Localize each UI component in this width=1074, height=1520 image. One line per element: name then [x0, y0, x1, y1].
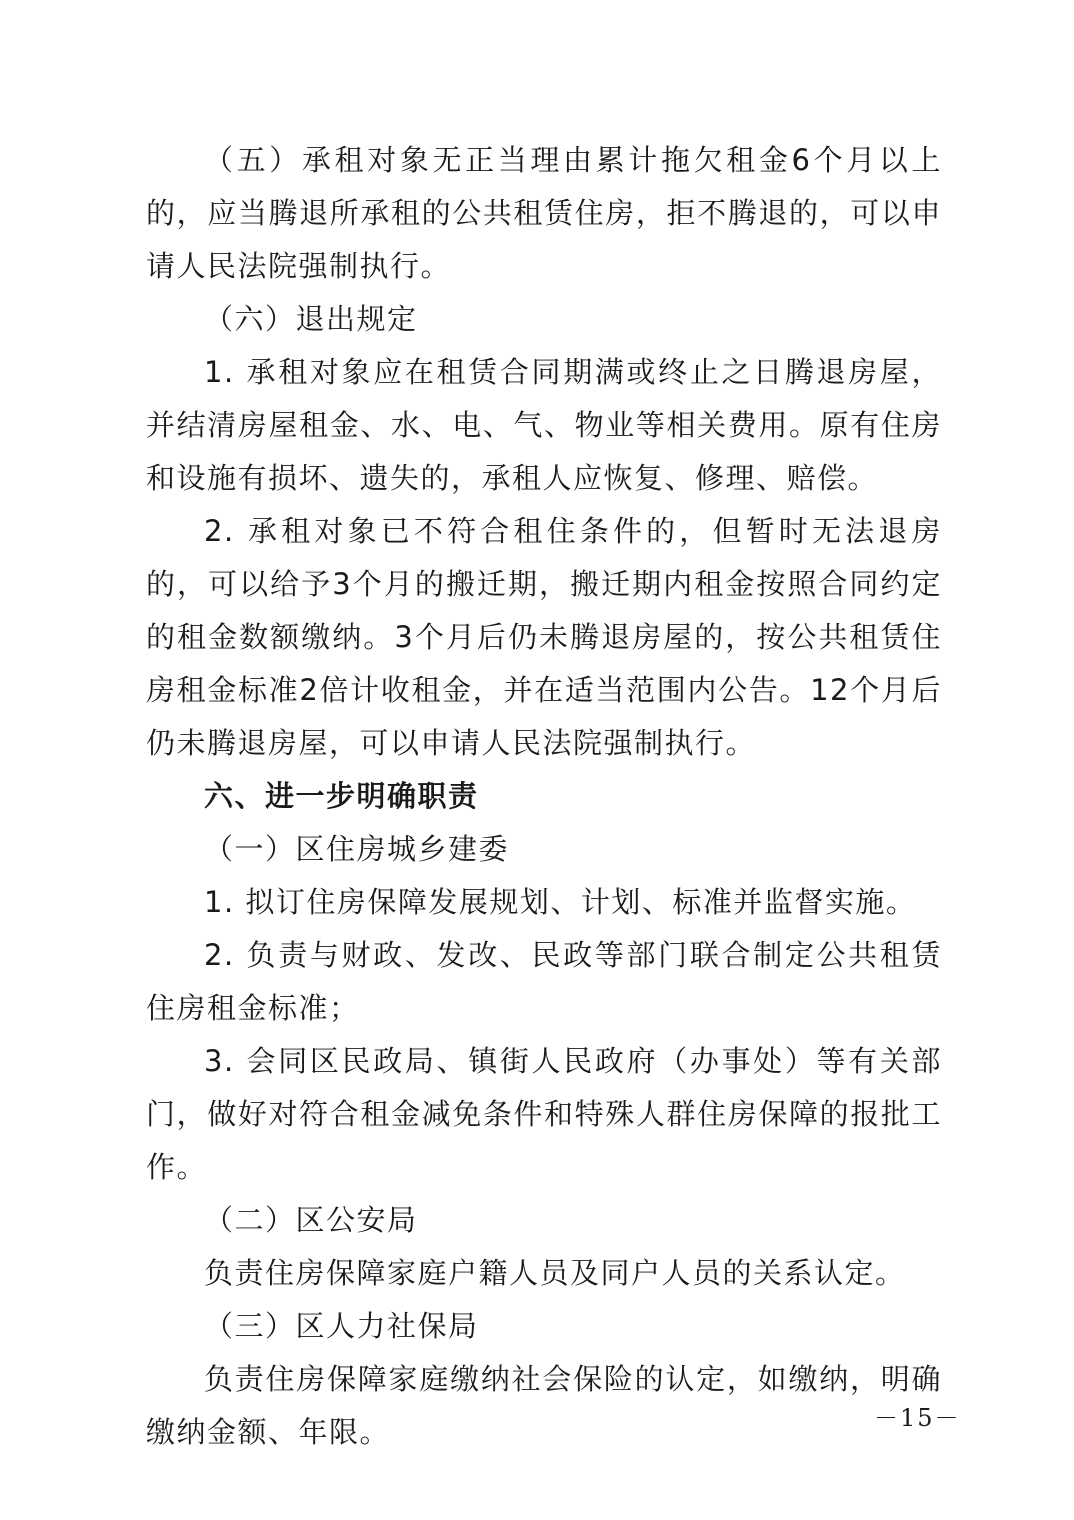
- paragraph-exit-rule-1: 1. 承租对象应在租赁合同期满或终止之日腾退房屋，并结清房屋租金、水、电、气、物业等相关费用。原有住房和设施有损坏、遗失的，承租人应恢复、修理、赔偿。: [146, 355, 942, 495]
- paragraph-exit-rule-2: 2. 承租对象已不符合租住条件的，但暂时无法退房的，可以给予3个月的搬迁期，搬迁期内租金按照合同约定的租金数额缴纳。3个月后仍未腾退房屋的，按公共租赁住房租金标准2倍计收租金，并在适当范围内公告。12个月后仍未腾退房屋，可以申请人民法院强制执行。: [146, 514, 942, 760]
- paragraph-human-resources-duty: 负责住房保障家庭缴纳社会保险的认定，如缴纳，明确缴纳金额、年限。: [146, 1362, 942, 1449]
- subheading-exit-rules: （六）退出规定: [204, 302, 418, 336]
- subheading-housing-commission: （一）区住房城乡建委: [204, 832, 510, 866]
- paragraph-public-security-duty: 负责住房保障家庭户籍人员及同户人员的关系认定。: [204, 1256, 906, 1290]
- paragraph-duty-2: 2. 负责与财政、发改、民政等部门联合制定公共租赁住房租金标准；: [146, 938, 942, 1025]
- paragraph-duty-1: 1. 拟订住房保障发展规划、计划、标准并监督实施。: [204, 885, 917, 919]
- paragraph-item-5-eviction: （五）承租对象无正当理由累计拖欠租金6个月以上的，应当腾退所承租的公共租赁住房，拒不腾退的，可以申请人民法院强制执行。: [146, 143, 942, 283]
- subheading-public-security: （二）区公安局: [204, 1203, 418, 1237]
- paragraph-duty-3: 3. 会同区民政局、镇街人民政府（办事处）等有关部门，做好对符合租金减免条件和特殊人群住房保障的报批工作。: [146, 1044, 942, 1184]
- document-body: [146, 134, 942, 1459]
- section-heading-responsibilities: 六、进一步明确职责: [204, 779, 479, 813]
- subheading-human-resources: （三）区人力社保局: [204, 1309, 479, 1343]
- page-number: －15－: [874, 1404, 961, 1432]
